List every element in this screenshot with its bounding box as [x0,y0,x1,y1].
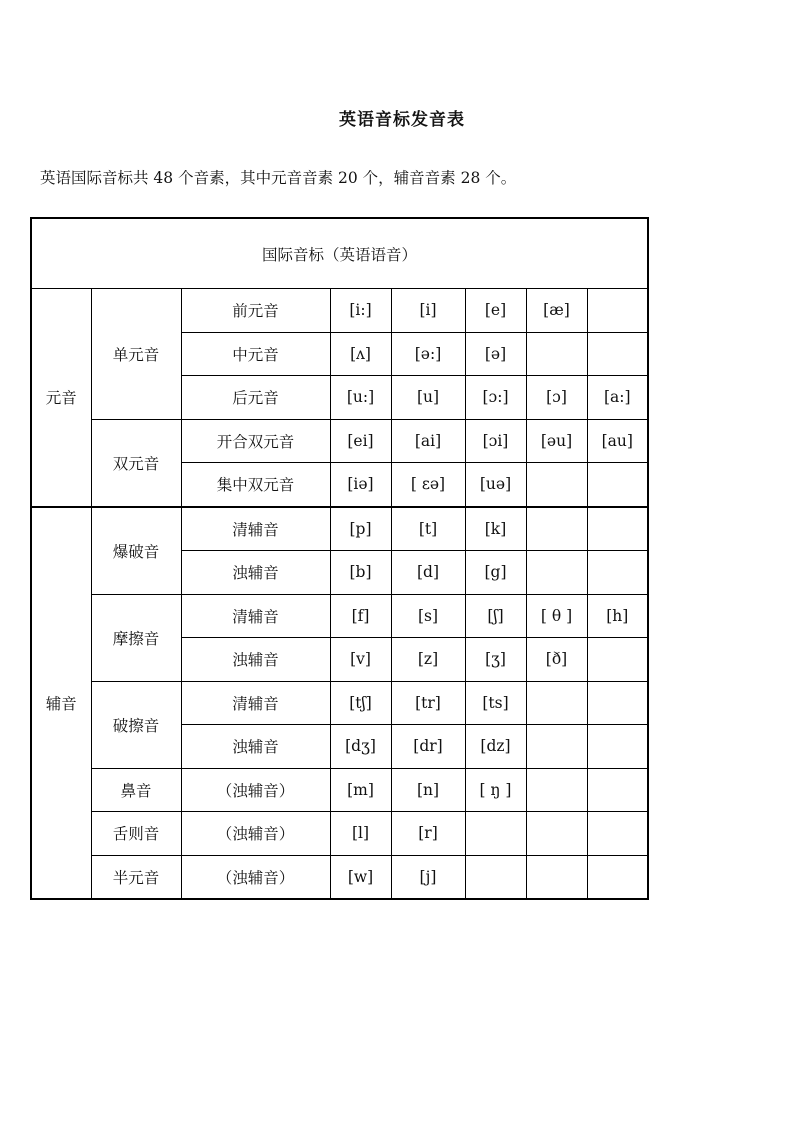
symbol-cell: [tr] [391,681,465,725]
symbol-cell [587,551,648,595]
symbol-cell [526,725,587,769]
symbol-cell: [ɔi] [465,419,526,463]
symbol-cell [526,551,587,595]
symbol-cell: [t] [391,507,465,551]
symbol-cell: [e] [465,289,526,333]
symbol-cell [587,681,648,725]
symbol-cell: [au] [587,419,648,463]
page-title: 英语音标发音表 [339,110,465,130]
symbol-cell: [ɔ] [526,376,587,420]
nasals-group: 鼻音 [91,768,181,812]
subtype-label: 浊辅音 [181,638,330,682]
subtype-label: 浊辅音 [181,551,330,595]
symbol-cell: [ʒ] [465,638,526,682]
fricatives-group: 摩擦音 [91,594,181,681]
symbol-cell [526,507,587,551]
symbol-cell: [u:] [330,376,391,420]
symbol-cell: [ts] [465,681,526,725]
symbol-cell: [z] [391,638,465,682]
symbol-cell [587,855,648,899]
symbol-cell: [ei] [330,419,391,463]
subtype-label: 开合双元音 [181,419,330,463]
subtype-label: 中元音 [181,332,330,376]
table-header-row [31,218,648,289]
symbol-cell [526,768,587,812]
symbol-cell [587,463,648,507]
symbol-cell: [æ] [526,289,587,333]
symbol-cell: [dʒ] [330,725,391,769]
symbol-cell [465,812,526,856]
symbol-cell [465,855,526,899]
symbol-cell: [g] [465,551,526,595]
symbol-cell: [ə] [465,332,526,376]
symbol-cell [587,768,648,812]
symbol-cell: [r] [391,812,465,856]
subtype-label: 后元音 [181,376,330,420]
ipa-table [30,217,649,900]
symbol-cell: [i] [391,289,465,333]
symbol-cell [587,289,648,333]
subtype-label: 清辅音 [181,507,330,551]
symbol-cell: [ə:] [391,332,465,376]
table-row [31,507,648,551]
symbol-cell: [d] [391,551,465,595]
intro-paragraph: 英语国际音标共 48 个音素，其中元音音素 20 个，辅音音素 28 个。 [40,169,517,187]
table-row [31,594,648,638]
symbol-cell: [ð] [526,638,587,682]
symbol-cell: [p] [330,507,391,551]
symbol-cell [526,332,587,376]
subtype-label: （浊辅音） [181,768,330,812]
symbol-cell: [ɔ:] [465,376,526,420]
symbol-cell: [iə] [330,463,391,507]
affricates-group: 破擦音 [91,681,181,768]
symbol-cell [587,725,648,769]
table-row [31,289,648,333]
symbol-cell [587,332,648,376]
subtype-label: （浊辅音） [181,855,330,899]
table-row [31,812,648,856]
diphthongs-group: 双元音 [91,419,181,507]
subtype-label: 清辅音 [181,681,330,725]
subtype-label: 浊辅音 [181,725,330,769]
symbol-cell: [h] [587,594,648,638]
symbol-cell: [j] [391,855,465,899]
symbol-cell: [u] [391,376,465,420]
subtype-label: 清辅音 [181,594,330,638]
table-row [31,855,648,899]
subtype-label: 前元音 [181,289,330,333]
consonants-category: 辅音 [31,507,91,900]
semivowels-group: 半元音 [91,855,181,899]
symbol-cell: [ʃ] [465,594,526,638]
vowels-category: 元音 [31,289,91,507]
symbol-cell: [uə] [465,463,526,507]
symbol-cell: [əu] [526,419,587,463]
subtype-label: （浊辅音） [181,812,330,856]
table-row [31,681,648,725]
symbol-cell: [tʃ] [330,681,391,725]
table-row [31,768,648,812]
monophthongs-group: 单元音 [91,289,181,420]
symbol-cell: [ai] [391,419,465,463]
subtype-label: 集中双元音 [181,463,330,507]
symbol-cell: [dz] [465,725,526,769]
symbol-cell [587,507,648,551]
symbol-cell: [m] [330,768,391,812]
symbol-cell: [n] [391,768,465,812]
plosives-group: 爆破音 [91,507,181,595]
symbol-cell: [dr] [391,725,465,769]
symbol-cell: [i:] [330,289,391,333]
symbol-cell: [v] [330,638,391,682]
symbol-cell: [a:] [587,376,648,420]
symbol-cell [526,812,587,856]
symbol-cell: [ θ ] [526,594,587,638]
symbol-cell: [s] [391,594,465,638]
symbol-cell: [w] [330,855,391,899]
symbol-cell: [ʌ] [330,332,391,376]
symbol-cell: [ ŋ ] [465,768,526,812]
symbol-cell: [k] [465,507,526,551]
symbol-cell: [l] [330,812,391,856]
symbol-cell [526,855,587,899]
table-row [31,419,648,463]
symbol-cell [587,812,648,856]
table-header-cell: 国际音标（英语语音） [31,218,648,289]
symbol-cell [587,638,648,682]
symbol-cell [526,681,587,725]
lateral-group: 舌则音 [91,812,181,856]
symbol-cell: [f] [330,594,391,638]
symbol-cell: [ εə] [391,463,465,507]
symbol-cell [526,463,587,507]
symbol-cell: [b] [330,551,391,595]
